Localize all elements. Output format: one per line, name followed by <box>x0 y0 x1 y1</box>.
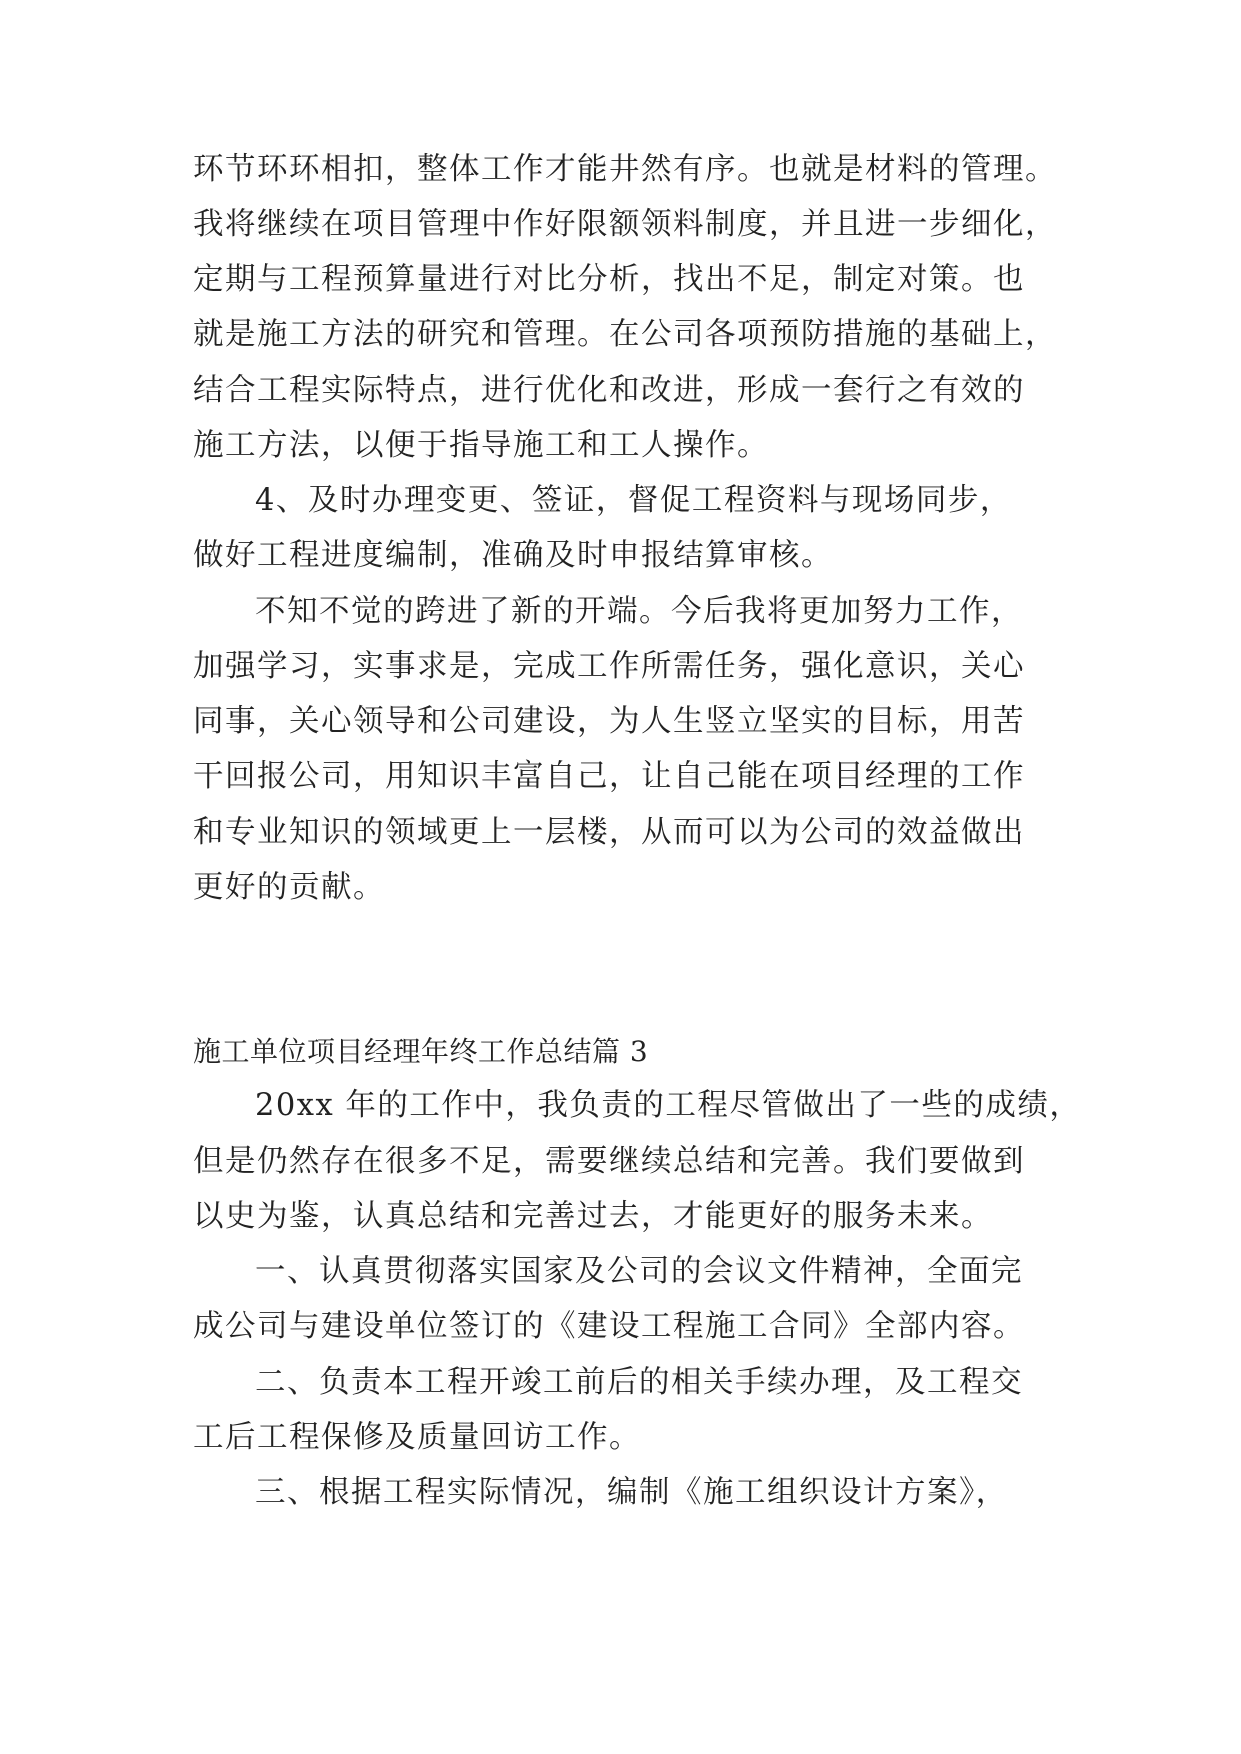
paragraph-line: 成公司与建设单位签订的《建设工程施工合同》全部内容。 <box>193 1309 1025 1344</box>
paragraph-line: 施工方法，以便于指导施工和工人操作。 <box>193 428 769 463</box>
paragraph-line: 工后工程保修及质量回访工作。 <box>193 1420 641 1455</box>
paragraph-line: 一、认真贯彻落实国家及公司的会议文件精神，全面完 <box>255 1254 1023 1289</box>
paragraph-line: 做好工程进度编制，准确及时申报结算审核。 <box>193 538 833 573</box>
paragraph-line: 干回报公司，用知识丰富自己，让自己能在项目经理的工作 <box>193 759 1025 794</box>
paragraph-line: 环节环环相扣，整体工作才能井然有序。也就是材料的管理。 <box>193 152 1057 187</box>
paragraph-line: 不知不觉的跨进了新的开端。今后我将更加努力工作， <box>255 594 1023 629</box>
paragraph-line: 加强学习，实事求是，完成工作所需任务，强化意识，关心 <box>193 649 1025 684</box>
paragraph-line: 20xx 年的工作中，我负责的工程尽管做出了一些的成绩， <box>255 1088 1082 1123</box>
paragraph-line: 同事，关心领导和公司建设，为人生竖立坚实的目标，用苦 <box>193 704 1025 739</box>
paragraph-line: 4、及时办理变更、签证，督促工程资料与现场同步， <box>255 483 1012 518</box>
paragraph-line: 我将继续在项目管理中作好限额领料制度，并且进一步细化， <box>193 207 1057 242</box>
section-heading: 施工单位项目经理年终工作总结篇 3 <box>193 1035 649 1068</box>
paragraph-line: 但是仍然存在很多不足，需要继续总结和完善。我们要做到 <box>193 1144 1025 1179</box>
paragraph-line: 结合工程实际特点，进行优化和改进，形成一套行之有效的 <box>193 373 1025 408</box>
paragraph-line: 和专业知识的领域更上一层楼，从而可以为公司的效益做出 <box>193 815 1025 850</box>
paragraph-line: 二、负责本工程开竣工前后的相关手续办理，及工程交 <box>255 1365 1023 1400</box>
paragraph-line: 以史为鉴，认真总结和完善过去，才能更好的服务未来。 <box>193 1199 993 1234</box>
paragraph-line: 就是施工方法的研究和管理。在公司各项预防措施的基础上， <box>193 317 1057 352</box>
paragraph-line: 三、根据工程实际情况，编制《施工组织设计方案》， <box>255 1475 1008 1510</box>
paragraph-line: 更好的贡献。 <box>193 870 385 905</box>
paragraph-line: 定期与工程预算量进行对比分析，找出不足，制定对策。也 <box>193 262 1025 297</box>
